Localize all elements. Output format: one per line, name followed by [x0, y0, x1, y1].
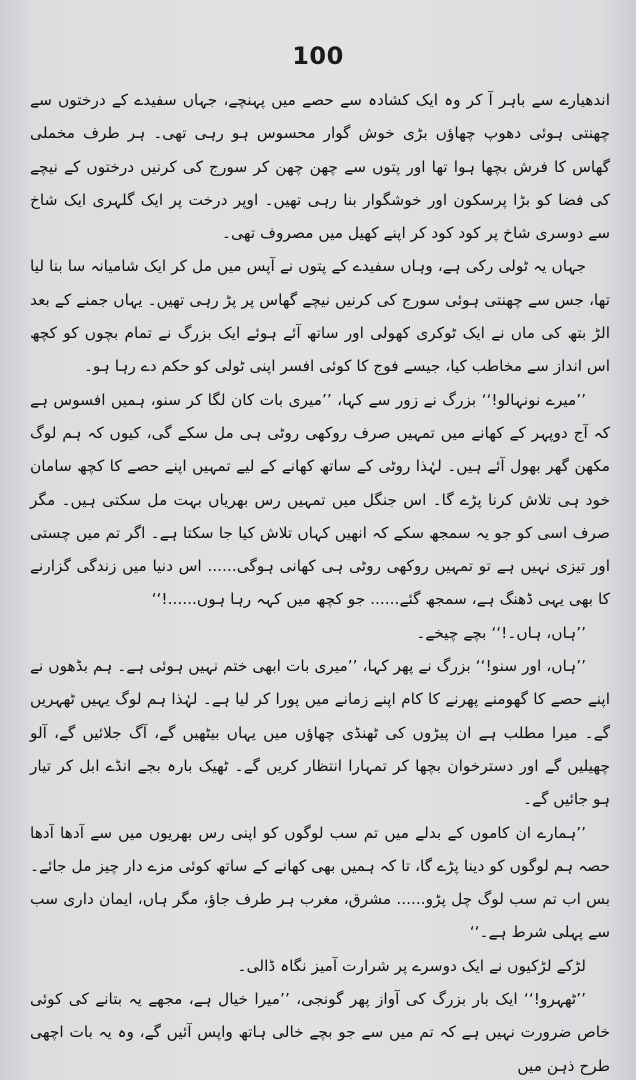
paragraph: لڑکے لڑکیوں نے ایک دوسرے پر شرارت آمیز نگاہ ڈالی۔: [237, 956, 586, 975]
paragraph: ’’ہاں، اور سنو!‘‘ بزرگ نے پھر کہا، ’’میری بات ابھی ختم نہیں ہوئی ہے۔ ہم بڈھوں نے اپنے حصے کا گھومنے پھرنے کا کام اپنے زمانے میں پورا کر لیا ہے۔ لہٰذا ہم لوگ یہیں ٹھہریں گے۔ میرا مطلب ہے ان پیڑوں کی ٹھنڈی چھاؤں میں یہاں بیٹھیں گے، آگ جلائیں گے، آلو چھیلیں گے اور دسترخوان بچھا کر تمہارا انتظار کریں گے۔ ٹھیک بارہ بجے انڈے ابل کر تیار ہو جائیں گے۔: [30, 657, 610, 809]
paragraph: اندھیارے سے باہر آ کر وہ ایک کشادہ سے حصے میں پہنچے، جہاں سفیدے کے درختوں سے چھنتی ہوئی دھوپ چھاؤں بڑی خوش گوار محسوس ہو رہی تھی۔ ہر طرف مخملی گھاس کا فرش بچھا ہوا تھا اور پتوں سے چھن چھن کر سورج کی کرنیں درختوں کے نیچے کی فضا کو بڑا پرسکون اور خوشگوار بنا رہی تھیں۔ اوپر درخت پر ایک گلہری ایک شاخ سے دوسری شاخ پر کود کود کر اپنے کھیل میں مصروف تھی۔: [30, 91, 610, 243]
paragraph: ’’ٹھہرو!‘‘ ایک بار بزرگ کی آواز پھر گونجی، ’’میرا خیال ہے، مجھے یہ بتانے کی کوئی خاص ضرورت نہیں ہے کہ تم میں سے جو بچے خالی ہاتھ واپس آئیں گے، وہ یہ بات اچھی طرح ذہن میں: [30, 990, 610, 1075]
page-number: 100: [292, 42, 344, 70]
paragraph: ’’ہمارے ان کاموں کے بدلے میں تم سب لوگوں کو اپنی رس بھریوں میں سے آدھا آدھا حصہ ہم لوگوں کو دینا پڑے گا، تا کہ ہمیں بھی کھانے کے ساتھ کوئی مزے دار چیز مل جائے۔ بس اب تم سب لوگ چل پڑو...... مشرق، مغرب ہر طرف جاؤ، مگر ہاں، ایمان داری سب سے پہلی شرط ہے۔‘‘: [30, 823, 610, 942]
page-body: [30, 84, 610, 1080]
paragraph: ’’ہاں، ہاں۔!‘‘ بچے چیخے۔: [416, 623, 586, 642]
paragraph: ’’میرے نونہالو!‘‘ بزرگ نے زور سے کہا، ’’میری بات کان لگا کر سنو، ہمیں افسوس ہے کہ آج دوپہر کے کھانے میں تمہیں صرف روکھی روٹی ہی مل سکے گی، کیوں کہ ہم لوگ مکھن گھر بھول آئے ہیں۔ لہٰذا روٹی کے ساتھ کھانے کے لیے تمہیں اپنے حصے کا کچھ سامان خود ہی تلاش کرنا پڑے گا۔ اس جنگل میں تمہیں رس بھریاں بہت مل سکتی ہیں۔ مگر صرف اسی کو جو یہ سمجھ سکے کہ انھیں کہاں تلاش کیا جا سکتا ہے۔ اگر تم میں چستی اور تیزی نہیں ہے تو تمہیں روکھی روٹی ہی کھانی ہوگی...... اس دنیا میں زندگی گزارنے کا بھی یہی ڈھنگ ہے، سمجھ گئے...... جو کچھ میں کہہ رہا ہوں......!‘‘: [30, 390, 610, 609]
paragraph: جہاں یہ ٹولی رکی ہے، وہاں سفیدے کے پتوں نے آپس میں مل کر ایک شامیانہ سا بنا لیا تھا، جس سے چھنتی ہوئی سورج کی کرنیں نیچے گھاس پر پڑ رہی تھیں۔ یہاں جمنے کے بعد الڑ بتھ کی ماں نے ایک ٹوکری کھولی اور ساتھ آئے ہوئے ایک بزرگ نے تمام بچوں کو کچھ اس انداز سے مخاطب کیا، جیسے فوج کا کوئی افسر اپنی ٹولی کو حکم دے رہا ہو۔: [30, 257, 610, 376]
